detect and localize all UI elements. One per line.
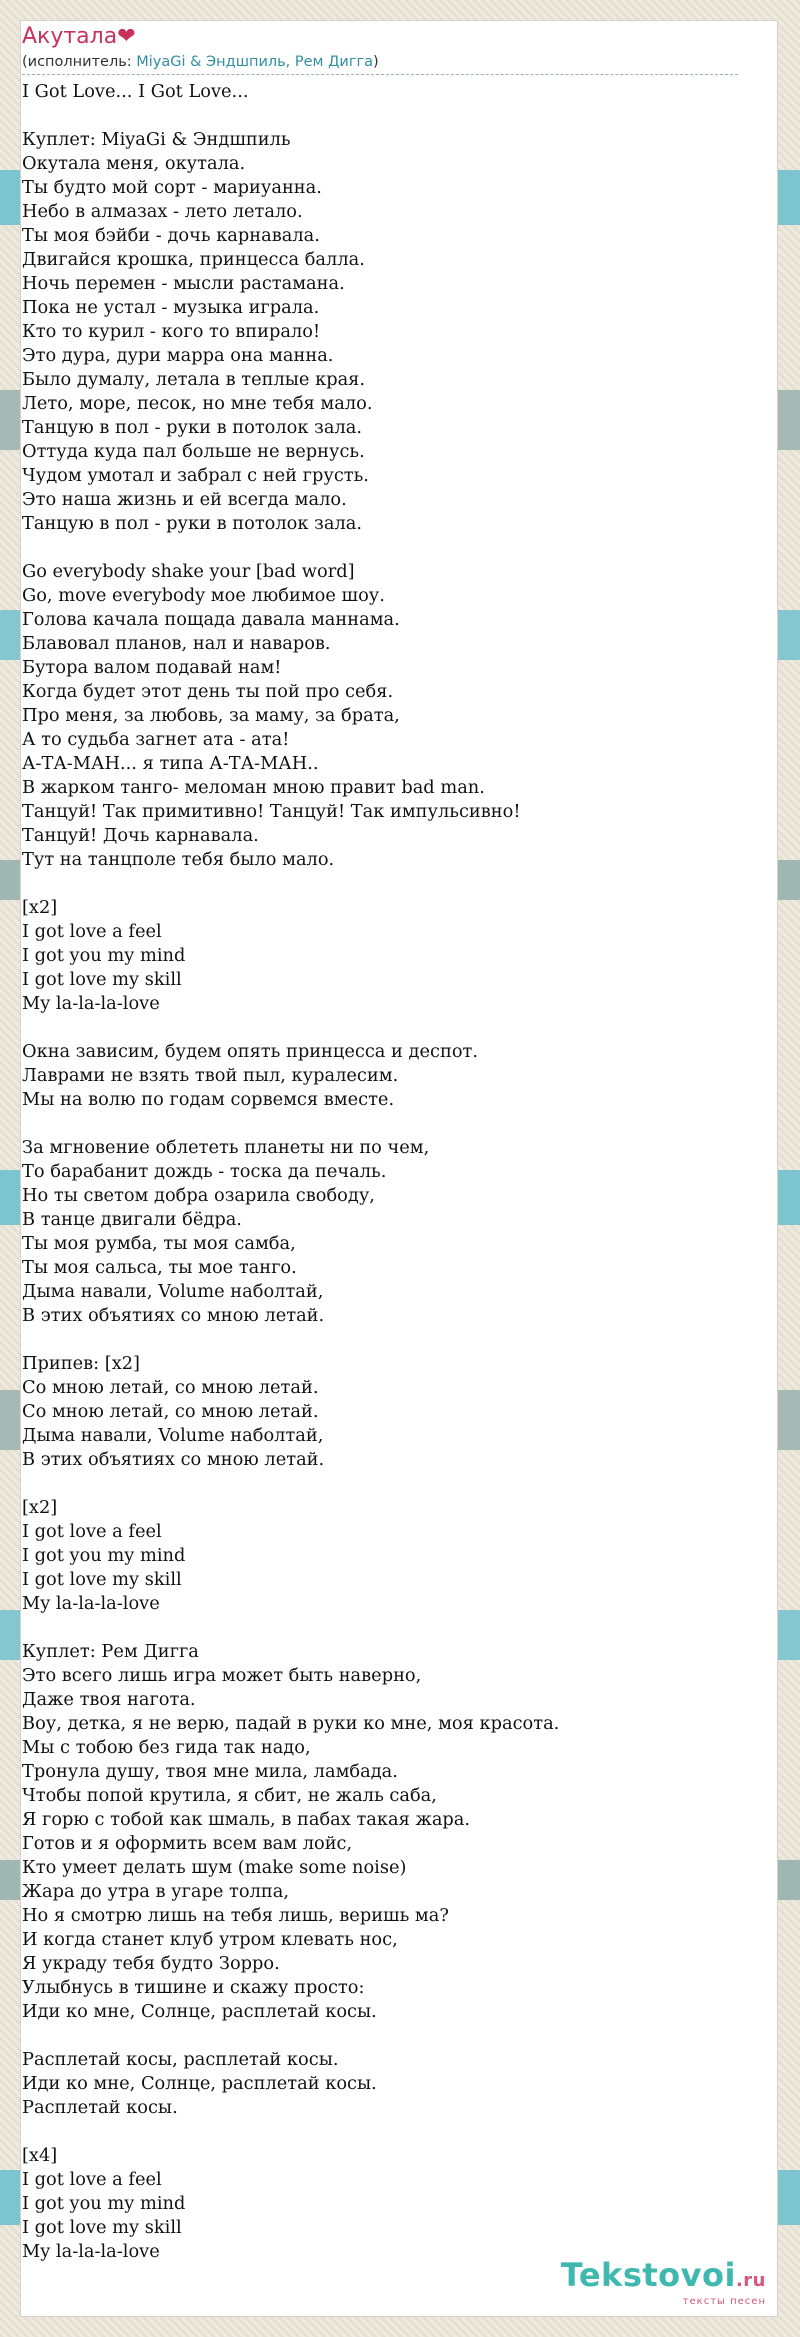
lyrics-line: Окутала меня, окутала. — [22, 153, 246, 174]
lyrics-line: I got love a feel — [22, 1521, 162, 1542]
logo-suffix: .ru — [735, 2270, 766, 2291]
lyrics-line: Но ты светом добра озарила свободу, — [22, 1185, 375, 1206]
lyrics-line: А то судьба загнет ата - ата! — [22, 729, 290, 750]
lyrics-line: Было думалу, летала в теплые края. — [22, 369, 366, 390]
lyrics-line: Танцую в пол - руки в потолок зала. — [22, 417, 363, 438]
lyrics-line: Иди ко мне, Солнце, расплетай косы. — [22, 2001, 377, 2022]
lyrics-line: Готов и я оформить всем вам лойс, — [22, 1833, 353, 1854]
lyrics-line: I got you my mind — [22, 2193, 186, 2214]
site-logo[interactable] — [561, 2258, 766, 2307]
lyrics-line: Go, move everybody мое любимое шоу. — [22, 585, 385, 606]
lyrics-line: Ты будто мой сорт - мариуанна. — [22, 177, 322, 198]
lyrics-blank-line — [22, 1328, 742, 1352]
lyrics-line: Жара до утра в угаре толпа, — [22, 1881, 289, 1902]
lyrics-line: Ты моя румба, ты моя самба, — [22, 1233, 296, 1254]
lyrics-line: I got love a feel — [22, 921, 162, 942]
lyrics-line: Это дура, дури марра она манна. — [22, 345, 334, 366]
lyrics-line: Куплет: Рем Дигга — [22, 1641, 199, 1662]
lyrics-line: Я украду тебя будто Зорро. — [22, 1953, 280, 1974]
lyrics-blank-line — [22, 2024, 742, 2048]
lyrics-line: [x2] — [22, 897, 58, 918]
lyrics-line: В жарком танго- меломан мною правит bad man. — [22, 777, 485, 798]
lyrics-line: Лето, море, песок, но мне тебя мало. — [22, 393, 373, 414]
lyrics-line: I got love my skill — [22, 1569, 182, 1590]
song-title: Акутала❤ — [22, 24, 136, 49]
lyrics-line: Это наша жизнь и ей всегда мало. — [22, 489, 347, 510]
lyrics-line: Оттуда куда пал больше не вернусь. — [22, 441, 365, 462]
lyrics-line: I got love my skill — [22, 2217, 182, 2238]
lyrics-line: Когда будет этот день ты пой про себя. — [22, 681, 394, 702]
lyrics-line: I got love a feel — [22, 2169, 162, 2190]
lyrics-line: Расплетай косы. — [22, 2097, 178, 2118]
lyrics-line: За мгновение облететь планеты ни по чем, — [22, 1137, 430, 1158]
lyrics-line: Танцуй! Дочь карнавала. — [22, 825, 259, 846]
lyrics-line: В этих объятиях со мною летай. — [22, 1449, 325, 1470]
lyrics-blank-line — [22, 1016, 742, 1040]
lyrics-line: Улыбнусь в тишине и скажу просто: — [22, 1977, 365, 1998]
lyrics-line: Куплет: MiyaGi & Эндшпиль — [22, 129, 291, 150]
lyrics-line: Дыма навали, Volume наболтай, — [22, 1281, 324, 1302]
lyrics-line: Окна зависим, будем опять принцесса и деспот. — [22, 1041, 479, 1062]
lyrics-line: Я горю с тобой как шмаль, в пабах такая жара. — [22, 1809, 471, 1830]
lyrics-line: Чтобы попой крутила, я сбит, не жаль саба, — [22, 1785, 437, 1806]
lyrics-line: Кто умеет делать шум (make some noise) — [22, 1857, 407, 1878]
lyrics-line: Тронула душу, твоя мне мила, ламбада. — [22, 1761, 398, 1782]
lyrics-line: Танцую в пол - руки в потолок зала. — [22, 513, 363, 534]
lyrics-line: В танце двигали бёдра. — [22, 1209, 242, 1230]
lyrics-line: Даже твоя нагота. — [22, 1689, 196, 1710]
lyrics-line: Тут на танцполе тебя было мало. — [22, 849, 335, 870]
lyrics-line: То барабанит дождь - тоска да печаль. — [22, 1161, 387, 1182]
lyrics-blank-line — [22, 536, 742, 560]
artist-line — [22, 52, 738, 75]
lyrics-line: My la-la-la-love — [22, 1593, 160, 1614]
lyrics-line: Бутора валом подавай нам! — [22, 657, 282, 678]
lyrics-line: My la-la-la-love — [22, 2241, 160, 2262]
lyrics-line: Ты моя сальса, ты мое танго. — [22, 1257, 297, 1278]
lyrics-line: Чудом умотал и забрал с ней грусть. — [22, 465, 369, 486]
song-header — [22, 22, 738, 75]
lyrics-line: Go everybody shake your [bad word] — [22, 561, 355, 582]
lyrics-line: Лаврами не взять твой пыл, куралесим. — [22, 1065, 399, 1086]
lyrics-line: Ты моя бэйби - дочь карнавала. — [22, 225, 320, 246]
lyrics-line: Про меня, за любовь, за маму, за брата, — [22, 705, 400, 726]
lyrics-line: Пока не устал - музыка играла. — [22, 297, 320, 318]
lyrics-line: My la-la-la-love — [22, 993, 160, 1014]
lyrics-line: Ночь перемен - мысли растамана. — [22, 273, 345, 294]
lyrics-line: Блавовал планов, нал и наваров. — [22, 633, 331, 654]
lyrics-line: Дыма навали, Volume наболтай, — [22, 1425, 324, 1446]
lyrics-line: Голова качала пощада давала маннама. — [22, 609, 400, 630]
lyrics-line: А-ТА-МАН... я типа А-ТА-МАН.. — [22, 753, 319, 774]
artist-suffix: ) — [372, 54, 379, 70]
lyrics-line: Со мною летай, со мною летай. — [22, 1401, 319, 1422]
lyrics-line: I Got Love... I Got Love... — [22, 81, 249, 102]
artist-prefix: (исполнитель: — [22, 54, 137, 70]
lyrics-line: Расплетай косы, расплетай косы. — [22, 2049, 339, 2070]
lyrics-line: Иди ко мне, Солнце, расплетай косы. — [22, 2073, 377, 2094]
artist-link[interactable]: MiyaGi & Эндшпиль, Рем Дигга — [136, 54, 373, 70]
lyrics-line: Мы с тобою без гида так надо, — [22, 1737, 311, 1758]
lyrics-blank-line — [22, 1472, 742, 1496]
lyrics-line: Припев: [x2] — [22, 1353, 140, 1374]
lyrics-line: Воу, детка, я не верю, падай в руки ко мне, моя красота. — [22, 1713, 560, 1734]
lyrics-line: Мы на волю по годам сорвемся вместе. — [22, 1089, 395, 1110]
lyrics-line: [x2] — [22, 1497, 58, 1518]
lyrics-line: I got you my mind — [22, 945, 186, 966]
lyrics-line: I got you my mind — [22, 1545, 186, 1566]
lyrics-line: Небо в алмазах - лето летало. — [22, 201, 303, 222]
lyrics-blank-line — [22, 104, 742, 128]
lyrics-line: I got love my skill — [22, 969, 182, 990]
lyrics-line: Танцуй! Так примитивно! Танцуй! Так импульсивно! — [22, 801, 521, 822]
lyrics-line: Кто то курил - кого то впирало! — [22, 321, 321, 342]
lyrics-line: В этих объятиях со мною летай. — [22, 1305, 325, 1326]
lyrics-line: Со мною летай, со мною летай. — [22, 1377, 319, 1398]
logo-tagline: тексты песен — [682, 2296, 766, 2307]
logo-wordmark — [561, 2258, 766, 2298]
lyrics-blank-line — [22, 2120, 742, 2144]
lyrics-blank-line — [22, 872, 742, 896]
lyrics-line: Но я смотрю лишь на тебя лишь, веришь ма? — [22, 1905, 449, 1926]
lyrics-line: И когда станет клуб утром клевать нос, — [22, 1929, 398, 1950]
lyrics-line: [x4] — [22, 2145, 58, 2166]
lyrics-line: Это всего лишь игра может быть наверно, — [22, 1665, 422, 1686]
lyrics-blank-line — [22, 1112, 742, 1136]
logo-main-text: Tekstovoi — [560, 2256, 736, 2294]
lyrics-text — [22, 80, 742, 2264]
lyrics-blank-line — [22, 1616, 742, 1640]
lyrics-line: Двигайся крошка, принцесса балла. — [22, 249, 365, 270]
